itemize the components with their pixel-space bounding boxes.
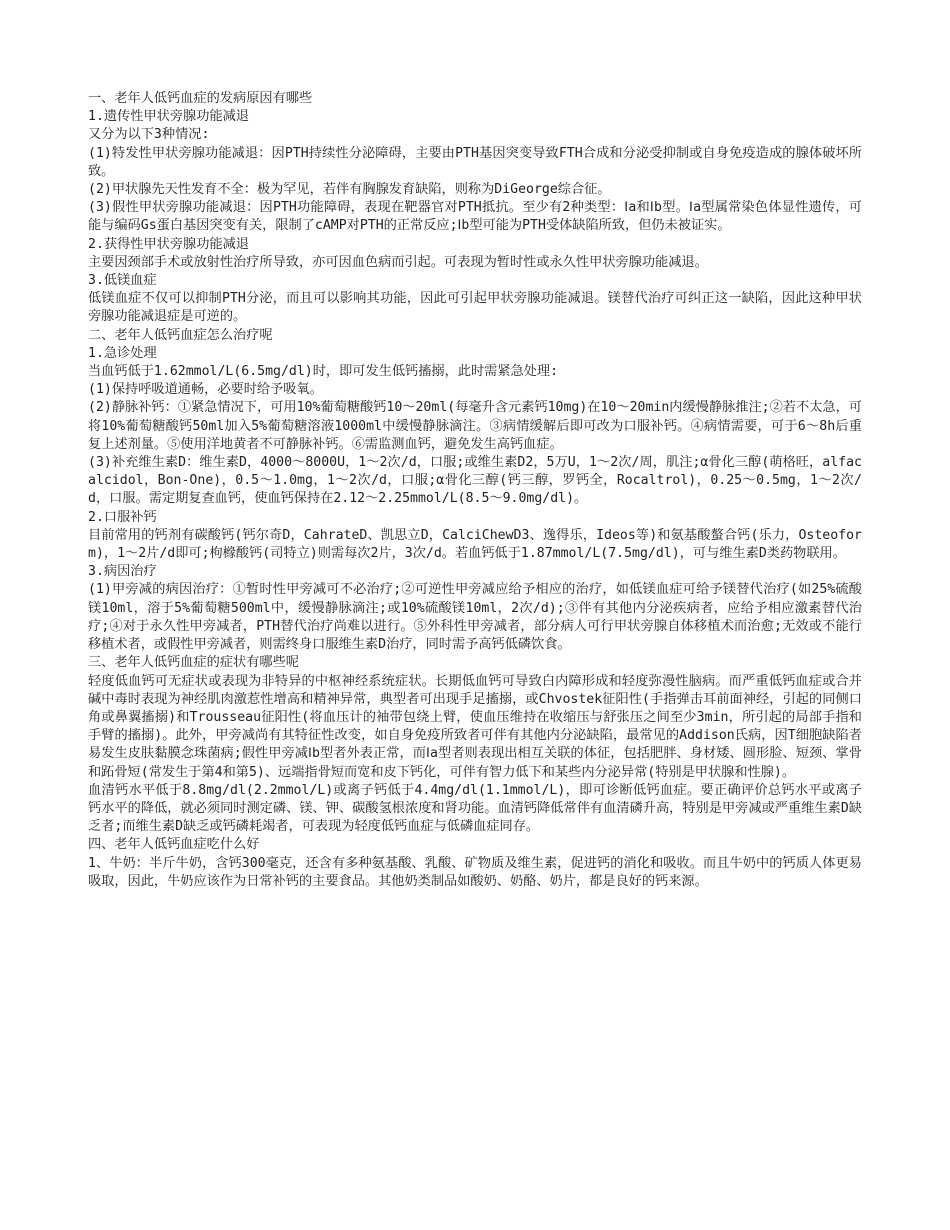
paragraph: 血清钙水平低于8.8mg/dl(2.2mmol/L)或离子钙低于4.4mg/dl(1.1mmol/L)，即可诊断低钙血症。要正确评价总钙水平或离子钙水平的降低，就必须同时测定磷、镁、钾、碳酸氢根浓度和肾功能。血清钙降低常伴有血清磷升高，特别是甲旁减或严重维生素D缺乏者;而维生素D缺乏或钙磷耗竭者，可表现为轻度低钙血症与低磷血症同存。	[88, 782, 862, 835]
paragraph: 目前常用的钙剂有碳酸钙(钙尔奇D，CahrateD、凯思立D，CalciChewD3、逸得乐，Ideos等)和氨基酸螯合钙(乐力，Osteoform)，1～2片/d即可;枸橼酸钙(司特立)则需每次2片，3次/d。若血钙低于1.87mmol/L(7.5mg/dl)，可与维生素D类药物联用。	[88, 527, 862, 562]
paragraph: (2)甲状腺先天性发育不全：极为罕见，若伴有胸腺发育缺陷，则称为DiGeorge综合征。	[88, 182, 611, 198]
paragraph: (3)补充维生素D：维生素D，4000～8000U，1～2次/d，口服;或维生素D2，5万U，1～2次/周，肌注;α骨化三醇(萌格旺，alfacalcidol，Bon-One)，0.5～1.0mg，1～2次/d，口服;α骨化三醇(钙三醇，罗钙全，Rocaltrol)，0.25～0.5mg，1～2次/d，口服。需定期复查血钙，使血钙保持在2.12～2.25mmol/L(8.5～9.0mg/dl)。	[88, 455, 862, 507]
paragraph: (1)甲旁减的病因治疗：①暂时性甲旁减可不必治疗;②可逆性甲旁减应给予相应的治疗，如低镁血症可给予镁替代治疗(如25%硫酸镁10ml，溶于5%葡萄糖500ml中，缓慢静脉滴注;或10%硫酸镁10ml，2次/d);③伴有其他内分泌疾病者，应给予相应激素替代治疗;④对于永久性甲旁减者，PTH替代治疗尚难以进行。⑤外科性甲旁减者，部分病人可行甲状旁腺自体移植术而治愈;无效或不能行移植术者，或假性甲旁减者，则需终身口服维生素D治疗，同时需予高钙低磷饮食。	[88, 582, 862, 653]
paragraph: 当血钙低于1.62mmol/L(6.5mg/dl)时，即可发生低钙搐搦，此时需紧急处理:	[88, 364, 559, 380]
paragraph: 主要因颈部手术或放射性治疗所导致，亦可因血色病而引起。可表现为暂时性或永久性甲状旁腺功能减退。	[88, 254, 708, 270]
paragraph: 低镁血症不仅可以抑制PTH分泌，而且可以影响其功能，因此可引起甲状旁腺功能减退。镁替代治疗可纠正这一缺陷，因此这种甲状旁腺功能减退症是可逆的。	[88, 291, 862, 325]
subheading-emergency: 1.急诊处理	[88, 345, 157, 361]
paragraph: 轻度低血钙可无症状或表现为非特异的中枢神经系统症状。长期低血钙可导致白内障形成和轻度弥漫性脑病。而严重低钙血症或合并碱中毒时表现为神经肌肉激惹性增高和精神异常，典型者可出现手足搐搦，或Chvostek征阳性(手指弹击耳前面神经，引起的同侧口角或鼻翼搐搦)和Trousseau征阳性(将血压计的袖带包绕上臂，使血压维持在收缩压与舒张压之间至少3min，所引起的局部手指和手臂的搐搦)。此外，甲旁减尚有其特征性改变，如自身免疫所致者可伴有其他内分泌缺陷，最常见的Addison氏病，因T细胞缺陷者易发生皮肤黏膜念珠菌病;假性甲旁减Ⅰb型者外表正常，而Ⅰa型者则表现出相互关联的体征，包括肥胖、身材矮、圆形脸、短颈、掌骨和跖骨短(常发生于第4和第5)、远端指骨短而宽和皮下钙化，可伴有智力低下和某些内分泌异常(特别是甲状腺和性腺)。	[88, 673, 862, 780]
heading-symptoms: 三、老年人低钙血症的症状有哪些呢	[88, 655, 299, 671]
paragraph: 又分为以下3种情况:	[88, 127, 210, 143]
paragraph: (1)保持呼吸道通畅，必要时给予吸氧。	[88, 382, 323, 398]
subheading-hypomagnesemia: 3.低镁血症	[88, 273, 157, 289]
subheading-hereditary: 1.遗传性甲状旁腺功能减退	[88, 109, 249, 125]
subheading-acquired: 2.获得性甲状旁腺功能减退	[88, 236, 249, 252]
paragraph: (3)假性甲状旁腺功能减退：因PTH功能障碍，表现在靶器官对PTH抵抗。至少有2种类型：Ⅰa和Ⅰb型。Ⅰa型属常染色体显性遗传，可能与编码Gs蛋白基因突变有关，限制了cAMP对PTH的正常反应;Ⅰb型可能为PTH受体缺陷所致，但仍未被证实。	[88, 200, 862, 234]
paragraph: (2)静脉补钙：①紧急情况下，可用10%葡萄糖酸钙10～20ml(每毫升含元素钙10mg)在10～20min内缓慢静脉推注;②若不太急，可将10%葡萄糖酸钙50ml加入5%葡萄糖溶液1000ml中缓慢静脉滴注。③病情缓解后即可改为口服补钙。④病情需要，可于6～8h后重复上述剂量。⑤使用洋地黄者不可静脉补钙。⑥需监测血钙，避免发生高钙血症。	[88, 400, 862, 452]
subheading-oral-calcium: 2.口服补钙	[88, 509, 157, 525]
heading-causes: 一、老年人低钙血症的发病原因有哪些	[88, 91, 313, 106]
heading-treatment: 二、老年人低钙血症怎么治疗呢	[88, 327, 273, 343]
subheading-etiology: 3.病因治疗	[88, 564, 157, 580]
heading-diet: 四、老年人低钙血症吃什么好	[88, 837, 260, 853]
paragraph: 1、牛奶：半斤牛奶，含钙300毫克，还含有多种氨基酸、乳酸、矿物质及维生素，促进钙的消化和吸收。而且牛奶中的钙质人体更易吸取，因此，牛奶应该作为日常补钙的主要食品。其他奶类制品如酸奶、奶酪、奶片，都是良好的钙来源。	[88, 855, 862, 889]
paragraph: (1)特发性甲状旁腺功能减退：因PTH持续性分泌障碍，主要由PTH基因突变导致FTH合成和分泌受抑制或自身免疫造成的腺体破坏所致。	[88, 145, 862, 179]
